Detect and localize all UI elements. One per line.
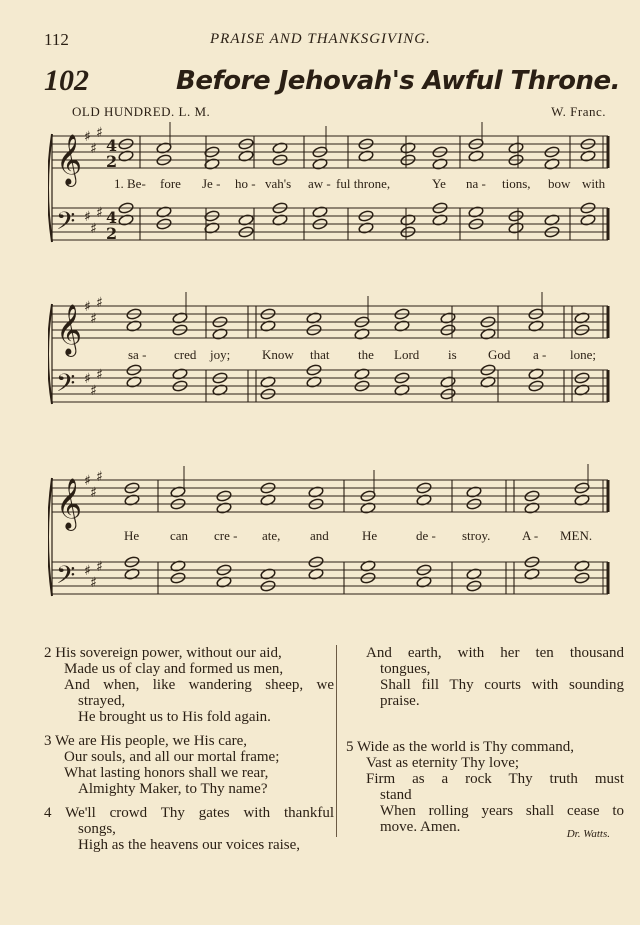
lyric-line-2	[48, 347, 612, 363]
lyric-syllable: is	[448, 347, 457, 362]
music-system-1	[48, 122, 612, 262]
stanza-number: 3	[44, 733, 52, 749]
lyric-syllable: the	[358, 347, 374, 362]
lyric-syllable: ful throne,	[336, 176, 391, 191]
lyric-syllable: vah's	[265, 176, 292, 191]
lyric-syllable: tions,	[502, 176, 531, 191]
sharp-icon: ♯	[96, 559, 103, 575]
lyric-syllable: na -	[466, 176, 486, 191]
verse-line: Our souls, and all our mortal frame;	[64, 749, 280, 765]
sharp-icon: ♯	[96, 295, 103, 311]
treble-clef-icon: 𝄞	[56, 478, 83, 529]
music-system-2	[48, 292, 612, 422]
time-signature: 2	[106, 152, 118, 171]
verses	[44, 645, 624, 895]
bass-clef-icon: 𝄢	[56, 207, 76, 242]
sharp-icon: ♯	[84, 473, 91, 489]
verse-line: Vast as eternity Thy love;	[366, 755, 520, 771]
sharp-icon: ♯	[96, 205, 103, 221]
lyric-syllable: cre -	[214, 528, 238, 543]
sharp-icon: ♯	[84, 371, 91, 387]
verse-line: praise.	[380, 693, 420, 709]
verse-line: tongues,	[380, 661, 431, 677]
stanza-4-continued	[346, 645, 624, 709]
lyric-syllable: bow	[548, 176, 571, 191]
verse-line: strayed,	[78, 693, 126, 709]
sharp-icon: ♯	[84, 209, 91, 225]
lyric-syllable: God	[488, 347, 511, 362]
sharp-icon: ♯	[90, 485, 97, 501]
verse-line: And earth, with her ten thousand	[366, 645, 624, 661]
verse-line: What lasting honors shall we rear,	[64, 765, 269, 781]
lyric-syllable: with	[582, 176, 606, 191]
sharp-icon: ♯	[90, 221, 97, 237]
grand-staff-1	[48, 122, 612, 262]
lyric-syllable: MEN.	[560, 528, 593, 543]
sharp-icon: ♯	[90, 383, 97, 399]
sharp-icon: ♯	[84, 299, 91, 315]
time-signature: 2	[106, 224, 118, 243]
stanza-number: 2	[44, 645, 52, 661]
music-system-3	[48, 464, 612, 616]
page-number: 112	[44, 30, 69, 49]
verse-line: 4 We'll crowd Thy gates with thankful	[44, 805, 334, 821]
lyric-syllable: a -	[533, 347, 547, 362]
lyric-syllable: that	[310, 347, 330, 362]
lyric-syllable: lone;	[570, 347, 596, 362]
sharp-icon: ♯	[90, 311, 97, 327]
verse-line: 3 We are His people, we His care,	[44, 733, 248, 749]
stanza-number: 4	[44, 805, 52, 821]
verse-line: Firm as a rock Thy truth must	[366, 771, 624, 787]
lyric-syllable: 1. Be-	[114, 176, 146, 191]
treble-clef-icon: 𝄞	[56, 304, 83, 355]
time-signature: 4	[106, 208, 118, 227]
bass-clef-icon: 𝄢	[56, 561, 76, 596]
bass-clef-icon: 𝄢	[56, 369, 76, 404]
lyric-syllable: Je -	[202, 176, 221, 191]
author-attribution: Dr. Watts.	[566, 828, 610, 840]
lyric-syllable: He	[362, 528, 378, 543]
verse-line: Almighty Maker, to Thy name?	[78, 781, 268, 797]
lyric-line-1	[48, 176, 612, 192]
verse-line: songs,	[78, 821, 116, 837]
verse-line: High as the heavens our voices raise,	[78, 837, 301, 853]
verse-line: Shall fill Thy courts with sounding	[380, 677, 624, 693]
lyric-syllable: He	[124, 528, 140, 543]
stanza-4	[44, 805, 334, 853]
stanza-3	[44, 733, 334, 797]
verse-line: stand	[380, 787, 412, 803]
tune-name: OLD HUNDRED.	[72, 104, 175, 119]
lyric-line-3	[48, 528, 612, 544]
sharp-icon: ♯	[96, 469, 103, 485]
hymn-title: Before Jehovah's Awful Throne.	[176, 66, 621, 96]
lyric-syllable: Lord	[394, 347, 420, 362]
hymn-number: 102	[44, 64, 89, 97]
sharp-icon: ♯	[84, 129, 91, 145]
lyric-syllable: A -	[522, 528, 539, 543]
stanza-2	[44, 645, 334, 725]
sharp-icon: ♯	[96, 125, 103, 141]
sharp-icon: ♯	[84, 563, 91, 579]
verse-line: Made us of clay and formed us men,	[64, 661, 284, 677]
sharp-icon: ♯	[96, 367, 103, 383]
sharp-icon: ♯	[90, 141, 97, 157]
lyric-syllable: sa -	[128, 347, 147, 362]
running-head: PRAISE AND THANKSGIVING.	[210, 31, 431, 47]
sharp-icon: ♯	[90, 575, 97, 591]
lyric-syllable: aw -	[308, 176, 331, 191]
lyric-syllable: joy;	[210, 347, 231, 362]
verse-line: And when, like wandering sheep, we	[64, 677, 334, 693]
verses-left-column	[44, 645, 334, 861]
stanza-5	[346, 739, 624, 835]
verses-right-column	[346, 645, 624, 843]
lyric-syllable: de -	[416, 528, 436, 543]
time-signature: 4	[106, 136, 118, 155]
treble-clef-icon: 𝄞	[56, 134, 83, 185]
lyric-syllable: ate,	[262, 528, 281, 543]
composer: W. Franc.	[551, 104, 606, 119]
stanza-number: 5	[346, 739, 354, 755]
verse-line: move. Amen.	[380, 819, 461, 835]
lyric-syllable: cred	[174, 347, 197, 362]
lyric-syllable: can	[170, 528, 189, 543]
tune-info	[72, 104, 210, 120]
verse-line: 2 His sovereign power, without our aid,	[44, 645, 282, 661]
verse-line: He brought us to His fold again.	[78, 709, 271, 725]
lyric-syllable: Know	[262, 347, 294, 362]
lyric-syllable: fore	[160, 176, 181, 191]
lyric-syllable: Ye	[432, 176, 446, 191]
lyric-syllable: ho -	[235, 176, 256, 191]
verse-line: When rolling years shall cease to	[380, 803, 624, 819]
meter: L. M.	[178, 104, 211, 119]
verse-line: 5 Wide as the world is Thy command,	[346, 739, 574, 755]
column-divider	[336, 645, 337, 837]
lyric-syllable: stroy.	[462, 528, 491, 543]
lyric-syllable: and	[310, 528, 329, 543]
